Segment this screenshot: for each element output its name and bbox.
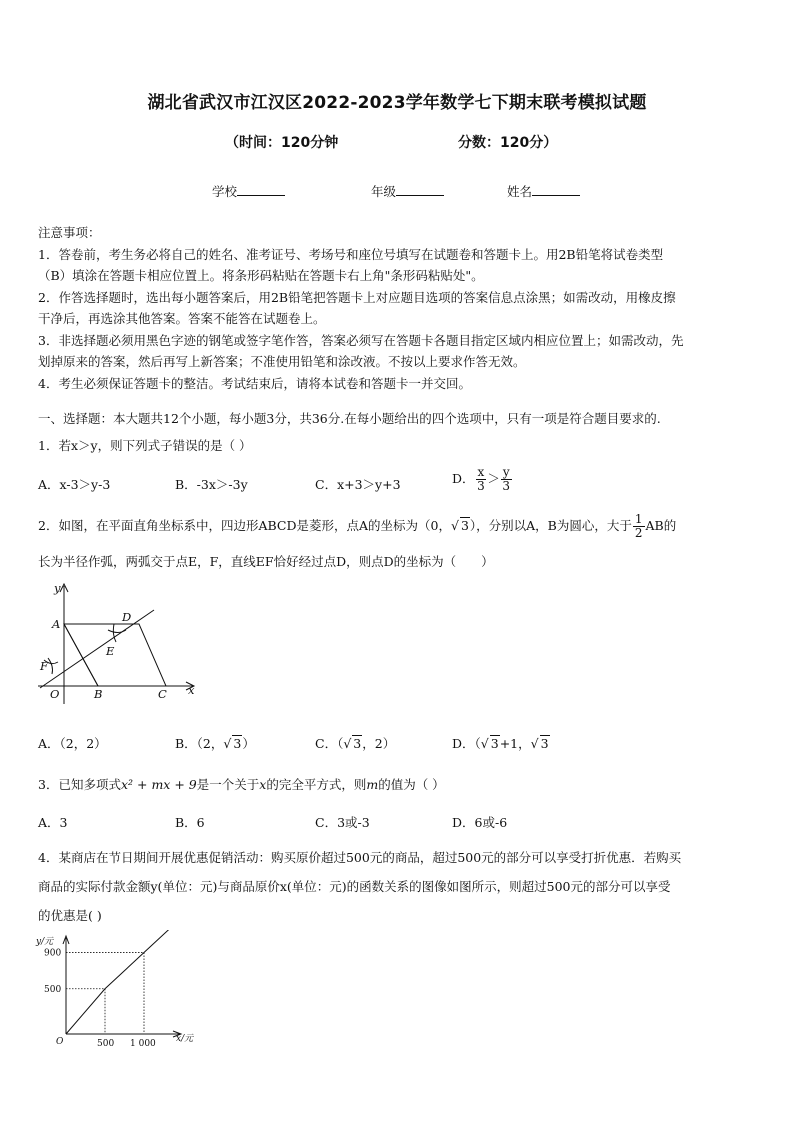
q2-b-post: ）: [242, 736, 255, 751]
q1-stem: 1．若x＞y，则下列式子错误的是（ ）: [38, 438, 252, 453]
q4-line3: 的优惠是( ): [38, 908, 102, 923]
q3-stem-mid: 是一个关于: [196, 777, 260, 792]
rhombus-abcd: [64, 624, 166, 686]
q2-stem: [38, 513, 768, 540]
note-line: 2．作答选择题时，选出每小题答案后，用2B铅笔把答题卡上对应题目选项的答案信息点涂黑；如需改动，用橡皮擦: [38, 289, 676, 305]
label-o: O: [50, 687, 60, 701]
numerator: 1: [634, 512, 643, 526]
q3-option-c[interactable]: C．3或-3: [315, 815, 370, 830]
fraction: [476, 466, 487, 493]
label-e: E: [106, 644, 115, 658]
exam-time: （时间：120分钟: [225, 135, 339, 151]
q1-option-c[interactable]: C．x+3＞y+3: [315, 477, 401, 492]
radicand: 3: [540, 736, 549, 751]
denominator: 3: [502, 479, 511, 493]
q2-option-c[interactable]: [315, 734, 395, 752]
name-blank[interactable]: [532, 183, 580, 196]
label-y: y: [54, 581, 61, 595]
grade-label: 年级: [371, 184, 397, 199]
q3-option-d[interactable]: D．6或-6: [452, 815, 508, 830]
q4-chart: [30, 930, 210, 1050]
q2-option-d[interactable]: [452, 734, 550, 752]
school-field: [212, 182, 285, 200]
q2-option-b[interactable]: [175, 734, 255, 752]
radicand: 3: [460, 518, 469, 533]
label-c: C: [158, 687, 167, 701]
denominator: 3: [477, 479, 485, 493]
note-line: （B）填涂在答题卡相应位置上。将条形码粘贴在答题卡右上角"条形码粘贴处"。: [38, 268, 484, 283]
q4-line2: 商品的实际付款金额y(单位：元)与商品原价x(单位：元)的函数关系的图像如图所示，则超过500元的部分可以享受: [38, 879, 671, 894]
sqrt: √ 3: [480, 736, 499, 751]
q3-stem-mid2: 的完全平方式，则: [266, 777, 367, 792]
q2-b-pre: B．（2，: [175, 736, 224, 751]
q1-option-a[interactable]: A．x-3＞y-3: [38, 477, 111, 492]
q2-c-pre: C．（: [315, 736, 344, 751]
function-line: [66, 930, 174, 1034]
q2-d-mid: +1，: [499, 736, 531, 751]
note-line: 3．非选择题必须用黑色字迹的钢笔或签字笔作答，答案必须写在答题卡各题目指定区域内相应位置上；如需改动，先: [38, 332, 684, 348]
note-line: 1．答卷前，考生务必将自己的姓名、准考证号、考场号和座位号填写在试题卷和答题卡上。用2B铅笔将试卷类型: [38, 246, 664, 262]
q2-c-post: ，2）: [362, 736, 396, 751]
grade-blank[interactable]: [396, 183, 444, 196]
notes-block: [38, 222, 760, 394]
arc-e2: [113, 624, 116, 642]
q3-option-a[interactable]: A．3: [38, 815, 68, 830]
chart-xlabel: x/元: [176, 1034, 194, 1044]
chart-xtick-label: 1 000: [130, 1039, 156, 1049]
name-label: 姓名: [507, 184, 533, 199]
q3-option-b[interactable]: B．6: [175, 815, 205, 830]
segment-ab: [64, 624, 98, 686]
q2-figure: [36, 580, 206, 706]
q2-stem-a: 2．如图，在平面直角坐标系中，四边形ABCD是菱形，点A的坐标为（0，: [38, 518, 451, 533]
chart-ylabel: y/元: [36, 937, 54, 947]
radicand: 3: [490, 736, 499, 751]
q3-stem-pre: 3．已知多项式: [38, 777, 121, 792]
numerator: y: [502, 465, 510, 479]
q2-d-pre: D．（: [452, 736, 481, 751]
note-line: 划掉原来的答案，然后再写上新答案；不准使用铅笔和涂改液。不按以上要求作答无效。: [38, 354, 526, 369]
name-field: [507, 182, 580, 200]
sqrt: √ 3: [450, 518, 469, 533]
q3-stem: [38, 775, 445, 793]
label-d: D: [122, 610, 132, 624]
q2-stem-b: ），分别以A，B为圆心，大于: [469, 518, 632, 533]
sqrt: √ 3: [530, 736, 549, 751]
q2-option-a[interactable]: A．（2，2）: [38, 736, 107, 751]
q2-stem-c: AB的: [645, 518, 677, 533]
note-line: 4．考生必须保证答题卡的整洁。考试结束后，请将本试卷和答题卡一并交回。: [38, 375, 471, 391]
grade-field: [371, 182, 444, 200]
sqrt: √ 3: [343, 736, 362, 751]
chart-xtick-label: 500: [97, 1039, 115, 1049]
q2-stem-line2: 长为半径作弧，两弧交于点E，F，直线EF恰好经过点D，则点D的坐标为（ ）: [38, 554, 494, 569]
label-f: F: [40, 659, 48, 673]
operator: ＞: [487, 471, 500, 486]
fraction: [501, 466, 512, 493]
q1-option-d[interactable]: [452, 466, 513, 493]
radicand: 3: [353, 736, 362, 751]
exam-score: 分数：120分）: [458, 135, 558, 151]
q1-d-label: D．: [452, 471, 475, 486]
label-b: B: [94, 687, 103, 701]
arc-f2: [48, 658, 53, 674]
arc-e: [108, 630, 126, 633]
fraction: [633, 513, 645, 540]
q3-var2: m: [366, 777, 379, 792]
label-x: x: [188, 683, 195, 697]
q4-line1: 4．某商店在节日期间开展优惠促销活动：购买原价超过500元的商品，超过500元的部分可以享受打折优惠．若购买: [38, 850, 682, 865]
page-title: 湖北省武汉市江汉区2022-2023学年数学七下期末联考模拟试题: [147, 93, 647, 113]
radicand: 3: [233, 736, 242, 751]
notes-heading: 注意事项：: [38, 225, 101, 240]
school-label: 学校: [212, 184, 238, 199]
school-blank[interactable]: [237, 183, 285, 196]
q1-option-b[interactable]: B．-3x＞-3y: [175, 477, 248, 492]
numerator: x: [477, 465, 485, 479]
label-a: A: [52, 617, 61, 631]
q3-stem-post: 的值为（ ）: [378, 777, 445, 792]
section-heading: 一、选择题：本大题共12个小题，每小题3分，共36分.在每小题给出的四个选项中，只有一项是符合题目要求的.: [38, 411, 661, 426]
chart-ytick-label: 500: [44, 984, 62, 995]
chart-ytick-label: 900: [44, 948, 62, 959]
denominator: 2: [634, 526, 643, 540]
sqrt: √ 3: [223, 736, 242, 751]
note-line: 干净后，再选涂其他答案。答案不能答在试题卷上。: [38, 311, 326, 326]
chart-origin: O: [56, 1037, 64, 1047]
q3-var: x: [259, 777, 267, 792]
q3-expr: x² + mx + 9: [120, 777, 197, 792]
